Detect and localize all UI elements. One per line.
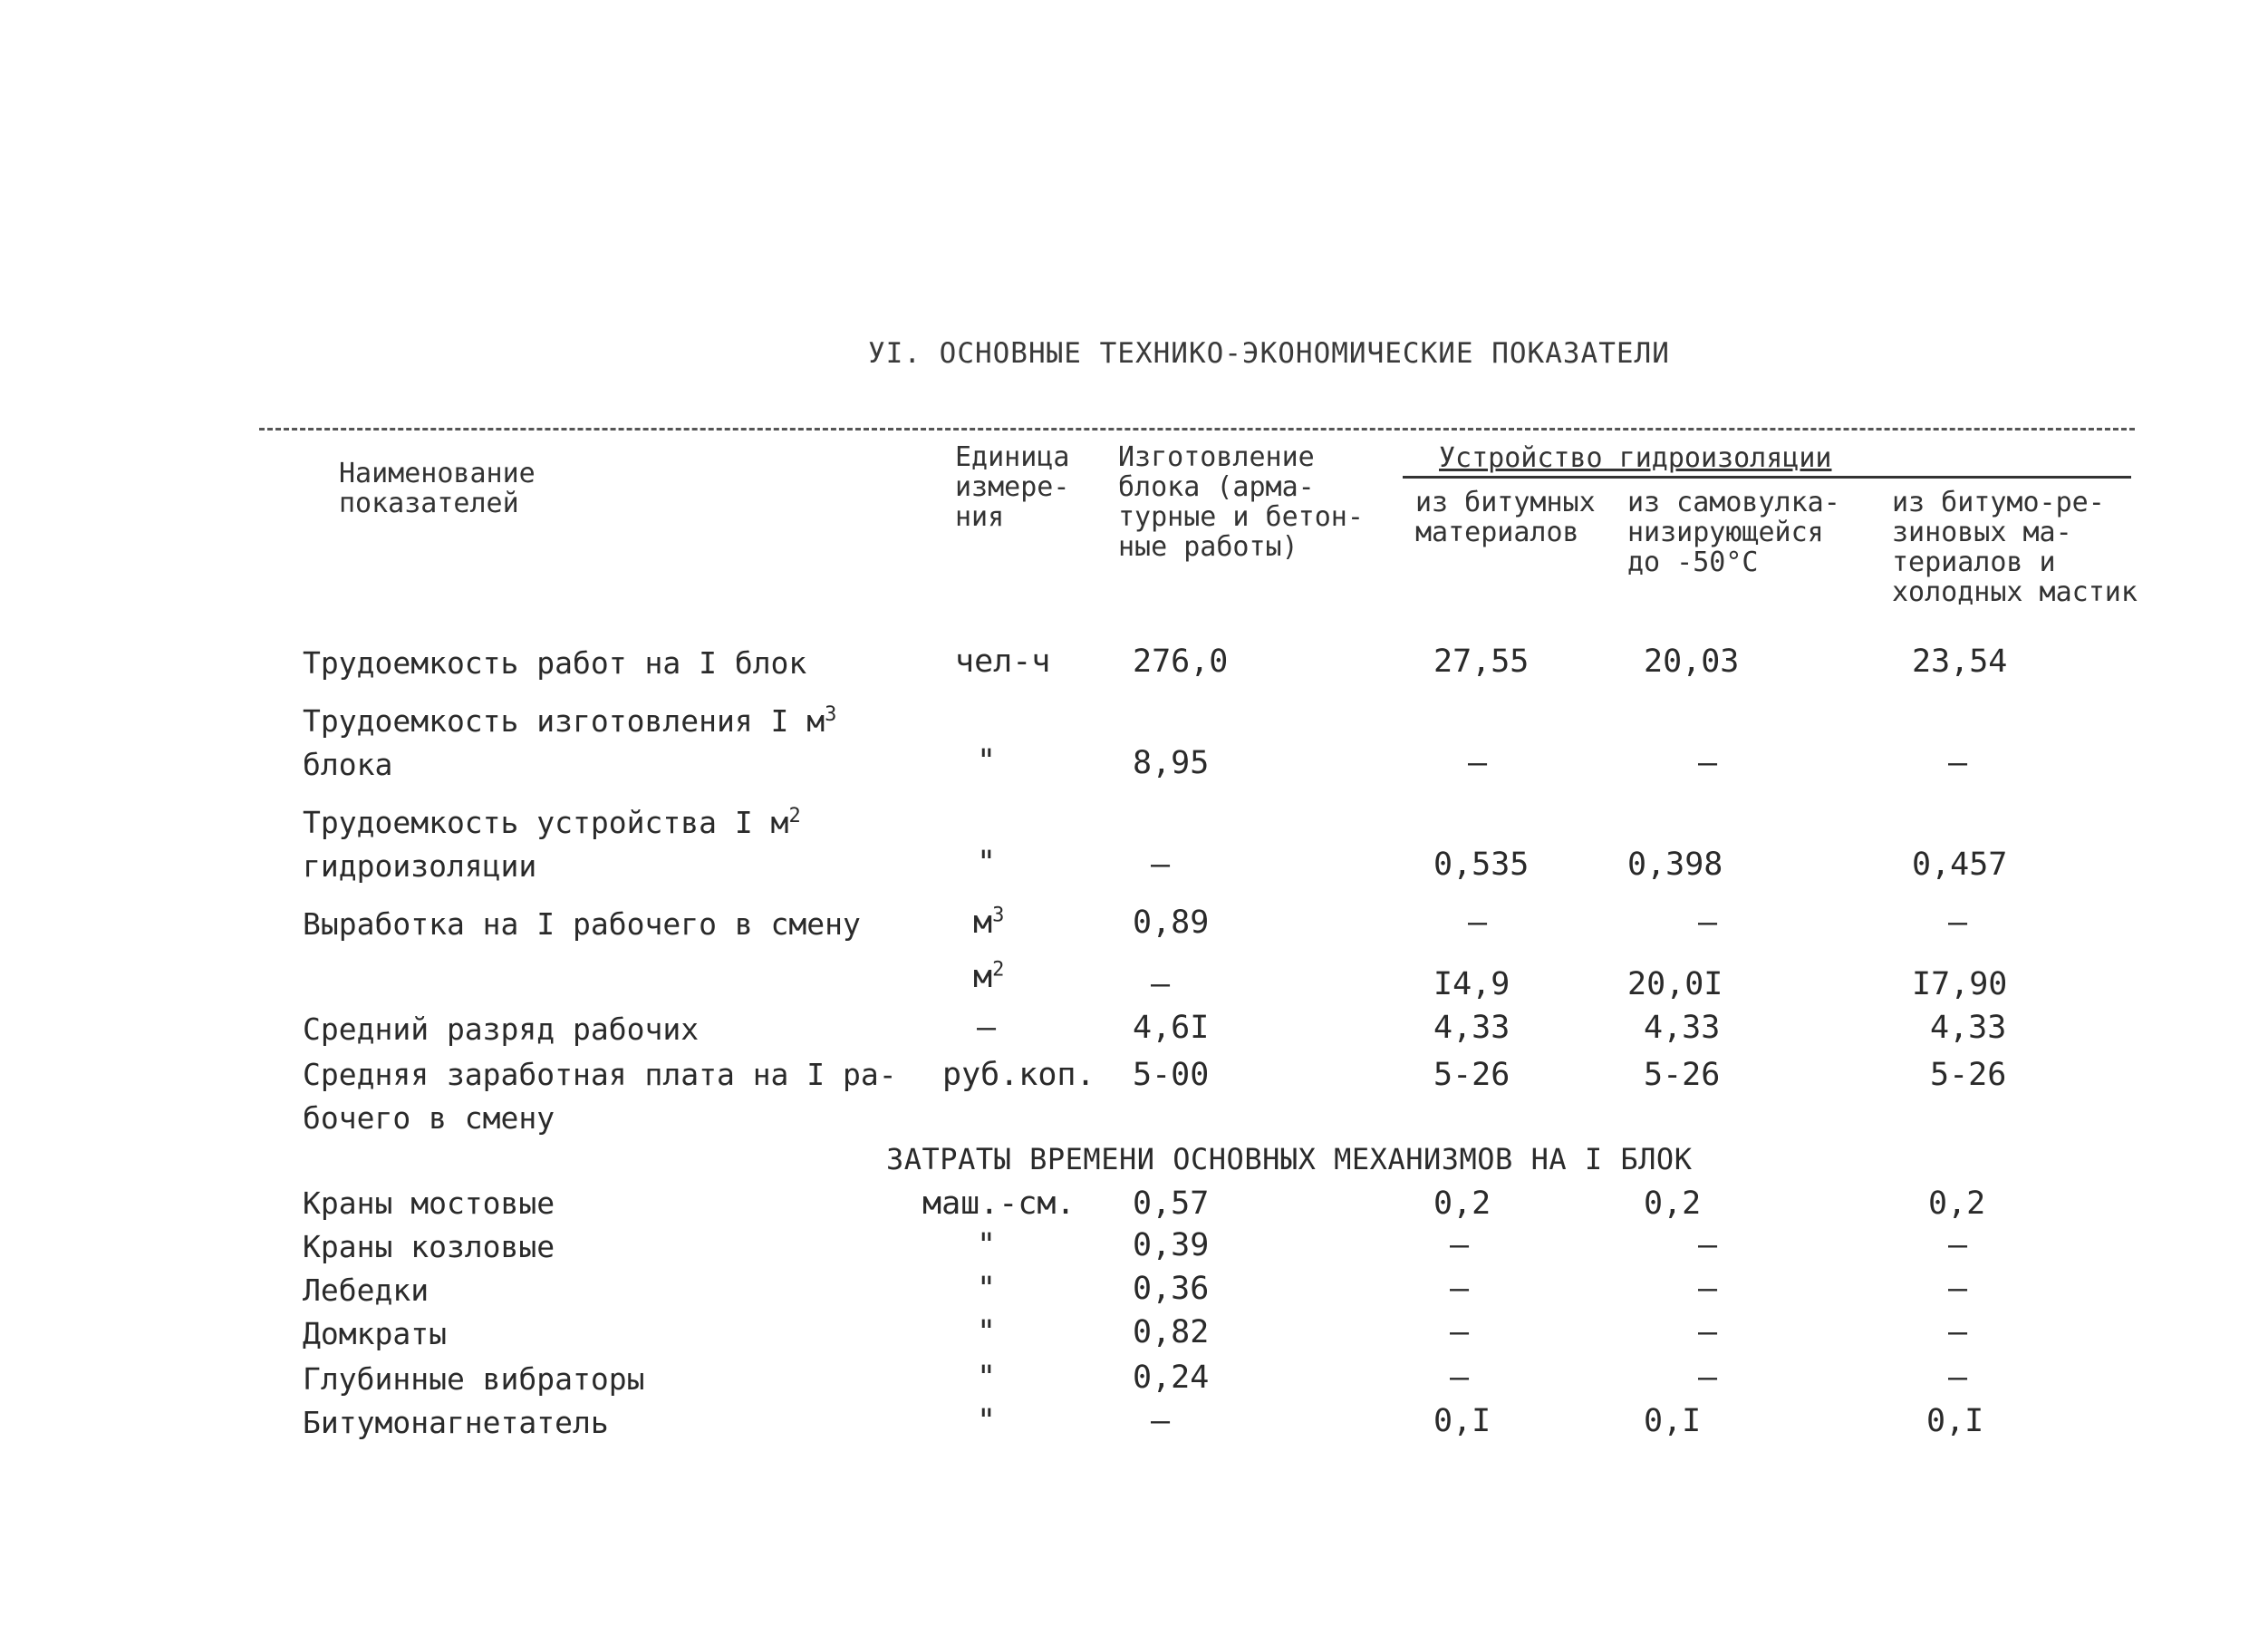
mech-row-samovulk: – bbox=[1698, 1227, 1718, 1263]
header-bitum: из битумных материалов bbox=[1415, 487, 1596, 548]
row-samovulk: 20,03 bbox=[1644, 643, 1740, 680]
row-unit: " bbox=[977, 743, 997, 779]
mech-row-block: 0,39 bbox=[1133, 1227, 1210, 1263]
row-label-cont: гидроизоляции bbox=[303, 848, 537, 884]
mech-row-block: 0,36 bbox=[1133, 1271, 1210, 1307]
row-bitum: – bbox=[1468, 745, 1488, 781]
row-unit: чел-ч bbox=[955, 643, 1051, 680]
mech-row-samovulk: – bbox=[1698, 1360, 1718, 1396]
table-top-rule bbox=[259, 428, 2135, 431]
row-unit: " bbox=[977, 845, 997, 881]
mech-row-samovulk: 0,I bbox=[1644, 1403, 1702, 1439]
row-label: Трудоемкость изготовления I $м^3$ bbox=[303, 703, 837, 739]
row-bitumrez: – bbox=[1948, 905, 1968, 941]
row-block: – bbox=[1151, 847, 1171, 883]
mech-row-bitumrez: – bbox=[1948, 1227, 1968, 1263]
mech-row-samovulk: 0,2 bbox=[1644, 1185, 1702, 1222]
row-block: 276,0 bbox=[1133, 643, 1229, 680]
row-label-cont: блока bbox=[303, 747, 393, 782]
mech-row-bitum: – bbox=[1450, 1314, 1470, 1350]
row-unit: $м^3$ bbox=[973, 904, 1005, 941]
row-label: Трудоемкость работ на I блок bbox=[303, 645, 807, 681]
row-bitumrez: 5-26 bbox=[1930, 1057, 2007, 1093]
mech-row-block: 0,57 bbox=[1133, 1185, 1210, 1222]
mech-row-label: Домкраты bbox=[303, 1316, 447, 1351]
mech-row-bitum: – bbox=[1450, 1227, 1470, 1263]
row-block: 5-00 bbox=[1133, 1057, 1210, 1093]
row-bitumrez: – bbox=[1948, 745, 1968, 781]
mech-row-bitumrez: – bbox=[1948, 1271, 1968, 1307]
row-samovulk: 5-26 bbox=[1644, 1057, 1721, 1093]
row-block: 8,95 bbox=[1133, 745, 1210, 781]
row-bitum: 27,55 bbox=[1433, 643, 1530, 680]
mech-row-unit: " bbox=[977, 1314, 997, 1350]
mech-row-block: 0,24 bbox=[1133, 1360, 1210, 1396]
row-bitumrez: 23,54 bbox=[1912, 643, 2008, 680]
row-bitumrez: 0,457 bbox=[1912, 847, 2008, 883]
mech-row-unit: " bbox=[977, 1271, 997, 1307]
mech-row-bitum: – bbox=[1450, 1271, 1470, 1307]
row-unit: – bbox=[977, 1010, 997, 1046]
mech-row-unit: " bbox=[977, 1403, 997, 1439]
row-samovulk: 0,398 bbox=[1627, 847, 1723, 883]
row-bitum: I4,9 bbox=[1433, 966, 1510, 1002]
row-samovulk: 4,33 bbox=[1644, 1010, 1721, 1046]
mech-row-bitum: – bbox=[1450, 1360, 1470, 1396]
row-unit: руб.коп. bbox=[942, 1057, 1095, 1093]
mech-row-label: Лебедки bbox=[303, 1272, 429, 1308]
row-label: Выработка на I рабочего в смену bbox=[303, 906, 861, 942]
mech-row-unit: " bbox=[977, 1227, 997, 1263]
mech-row-block: 0,82 bbox=[1133, 1314, 1210, 1350]
mech-row-label: Краны мостовые bbox=[303, 1185, 555, 1221]
section-title: ЗАТРАТЫ ВРЕМЕНИ ОСНОВНЫХ МЕХАНИЗМОВ НА I БЛОК bbox=[886, 1142, 1693, 1176]
row-bitum: 4,33 bbox=[1433, 1010, 1510, 1046]
mech-row-bitumrez: – bbox=[1948, 1360, 1968, 1396]
mech-row-label: Краны козловые bbox=[303, 1229, 555, 1264]
mech-row-bitumrez: 0,I bbox=[1926, 1403, 1984, 1439]
row-block: – bbox=[1151, 966, 1171, 1002]
row-label: Средний разряд рабочих bbox=[303, 1011, 700, 1047]
header-group: Устройство гидроизоляции bbox=[1439, 442, 1832, 474]
mech-row-bitumrez: 0,2 bbox=[1928, 1185, 1986, 1222]
row-bitum: 5-26 bbox=[1433, 1057, 1510, 1093]
row-samovulk: – bbox=[1698, 745, 1718, 781]
header-name: Наименование показателей bbox=[339, 458, 536, 519]
page-title: УI. ОСНОВНЫЕ ТЕХНИКО-ЭКОНОМИЧЕСКИЕ ПОКАЗАТЕЛИ bbox=[868, 337, 1670, 370]
row-samovulk: 20,0I bbox=[1627, 966, 1723, 1002]
row-bitum: – bbox=[1468, 905, 1488, 941]
header-unit: Единица измере- ния bbox=[955, 441, 1070, 533]
row-bitumrez: 4,33 bbox=[1930, 1010, 2007, 1046]
mech-row-unit: " bbox=[977, 1360, 997, 1396]
row-unit: $м^2$ bbox=[973, 958, 1005, 995]
row-samovulk: – bbox=[1698, 905, 1718, 941]
mech-row-label: Глубинные вибраторы bbox=[303, 1361, 645, 1397]
mech-row-samovulk: – bbox=[1698, 1271, 1718, 1307]
row-bitumrez: I7,90 bbox=[1912, 966, 2008, 1002]
header-bitumrez: из битумо-ре- зиновых ма- териалов и холодных мастик bbox=[1892, 487, 2138, 608]
row-label: Трудоемкость устройства I $м^2$ bbox=[303, 805, 801, 840]
header-samovulk: из самовулка- низирующейся до -50°С bbox=[1627, 487, 1840, 578]
mech-row-unit: маш.-см. bbox=[922, 1185, 1076, 1222]
row-label: Средняя заработная плата на I ра- бочего в смену bbox=[303, 1057, 897, 1136]
mech-row-label: Битумонагнетатель bbox=[303, 1405, 609, 1440]
mech-row-samovulk: – bbox=[1698, 1314, 1718, 1350]
row-block: 0,89 bbox=[1133, 905, 1210, 941]
mech-row-bitumrez: – bbox=[1948, 1314, 1968, 1350]
mech-row-bitum: 0,I bbox=[1433, 1403, 1491, 1439]
mech-row-bitum: 0,2 bbox=[1433, 1185, 1491, 1222]
row-bitum: 0,535 bbox=[1433, 847, 1530, 883]
header-group-rule bbox=[1403, 476, 2131, 479]
mech-row-block: – bbox=[1151, 1403, 1171, 1439]
header-block: Изготовление блока (арма- турные и бетон- ные работы) bbox=[1118, 441, 1364, 563]
row-block: 4,6I bbox=[1133, 1010, 1210, 1046]
